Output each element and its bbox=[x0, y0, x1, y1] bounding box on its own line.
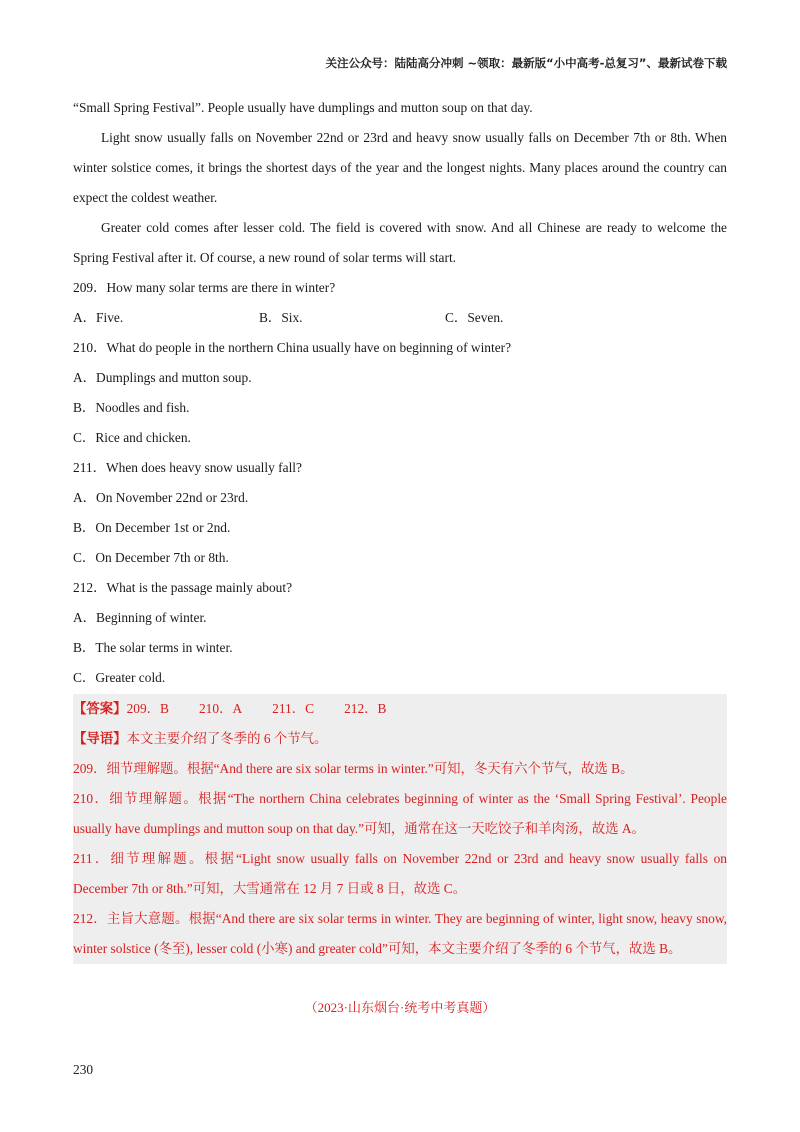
answer-210: 210．A bbox=[198, 701, 243, 716]
answer-section bbox=[73, 694, 727, 964]
option-c: C．Rice and chicken. bbox=[73, 430, 191, 445]
option-b: B．On December 1st or 2nd. bbox=[73, 520, 231, 535]
guide-label: 【导语】 bbox=[73, 731, 127, 746]
question-211-stem: 211．When does heavy snow usually fall? bbox=[73, 460, 302, 475]
option-b: B．Noodles and fish. bbox=[73, 400, 190, 415]
answer-label: 【答案】 bbox=[73, 701, 127, 716]
option-c: C．On December 7th or 8th. bbox=[73, 550, 229, 565]
guide-text: 本文主要介绍了冬季的 6 个节气。 bbox=[126, 731, 328, 746]
guide-line bbox=[73, 724, 727, 754]
explanation-210: 210．细节理解题。根据“The northern China celebrates beginning of winter as the ‘Small Spring Festival’. People usually have dumplings and mutton soup on that day.”可知，通常在这一天吃饺子和羊肉汤，故选 A。 bbox=[73, 791, 727, 836]
question-209-stem: 209．How many solar terms are there in winter? bbox=[73, 280, 336, 295]
explanation-211: 211．细节理解题。根据“Light snow usually falls on November 22nd or 23rd and heavy snow usually falls on December 7th or 8th.”可知，大雪通常在 12 月 7 日或 8 日，故选 C。 bbox=[73, 851, 727, 896]
passage-paragraph: “Small Spring Festival”. People usually have dumplings and mutton soup on that day. bbox=[73, 100, 533, 115]
option-a: A．Five. bbox=[73, 310, 124, 325]
passage-paragraph: Light snow usually falls on November 22nd or 23rd and heavy snow usually falls on December 7th or 8th. When winter solstice comes, it brings the shortest days of the year and the longest nights. Many places around the country can expect the coldest weather. bbox=[73, 130, 727, 205]
question-210-stem: 210．What do people in the northern China usually have on beginning of winter? bbox=[73, 340, 512, 355]
question-209-options bbox=[73, 303, 727, 333]
explanation-209: 209．细节理解题。根据“And there are six solar terms in winter.”可知，冬天有六个节气，故选 B。 bbox=[73, 761, 634, 776]
option-b: B．Six. bbox=[259, 310, 303, 325]
answer-key bbox=[73, 694, 727, 724]
question-212-stem: 212．What is the passage mainly about? bbox=[73, 580, 293, 595]
document-body bbox=[73, 93, 727, 964]
option-a: A．Beginning of winter. bbox=[73, 610, 207, 625]
answer-209: 209．B bbox=[126, 701, 169, 716]
option-a: A．On November 22nd or 23rd. bbox=[73, 490, 249, 505]
answer-212: 212．B bbox=[344, 701, 387, 716]
option-a: A．Dumplings and mutton soup. bbox=[73, 370, 252, 385]
option-c: C．Seven. bbox=[445, 310, 504, 325]
explanation-212: 212．主旨大意题。根据“And there are six solar terms in winter. They are beginning of winter, light snow, heavy snow, winter solstice (冬至), lesser cold (小寒) and greater cold”可知，本文主要介绍了冬季的 6 个节气，故选 B。 bbox=[73, 911, 727, 956]
page-number: 230 bbox=[73, 1062, 94, 1077]
option-b: B．The solar terms in winter. bbox=[73, 640, 233, 655]
page-header: 关注公众号：陆陆高分冲刺 ~领取：最新版“小中高考-总复习”、最新试卷下载 bbox=[325, 56, 727, 70]
answer-211: 211．C bbox=[272, 701, 315, 716]
passage-paragraph: Greater cold comes after lesser cold. The field is covered with snow. And all Chinese are ready to welcome the Spring Festival after it. Of course, a new round of solar terms will start. bbox=[73, 220, 727, 265]
option-c: C．Greater cold. bbox=[73, 670, 166, 685]
source-citation: （2023·山东烟台·统考中考真题） bbox=[304, 1000, 496, 1015]
